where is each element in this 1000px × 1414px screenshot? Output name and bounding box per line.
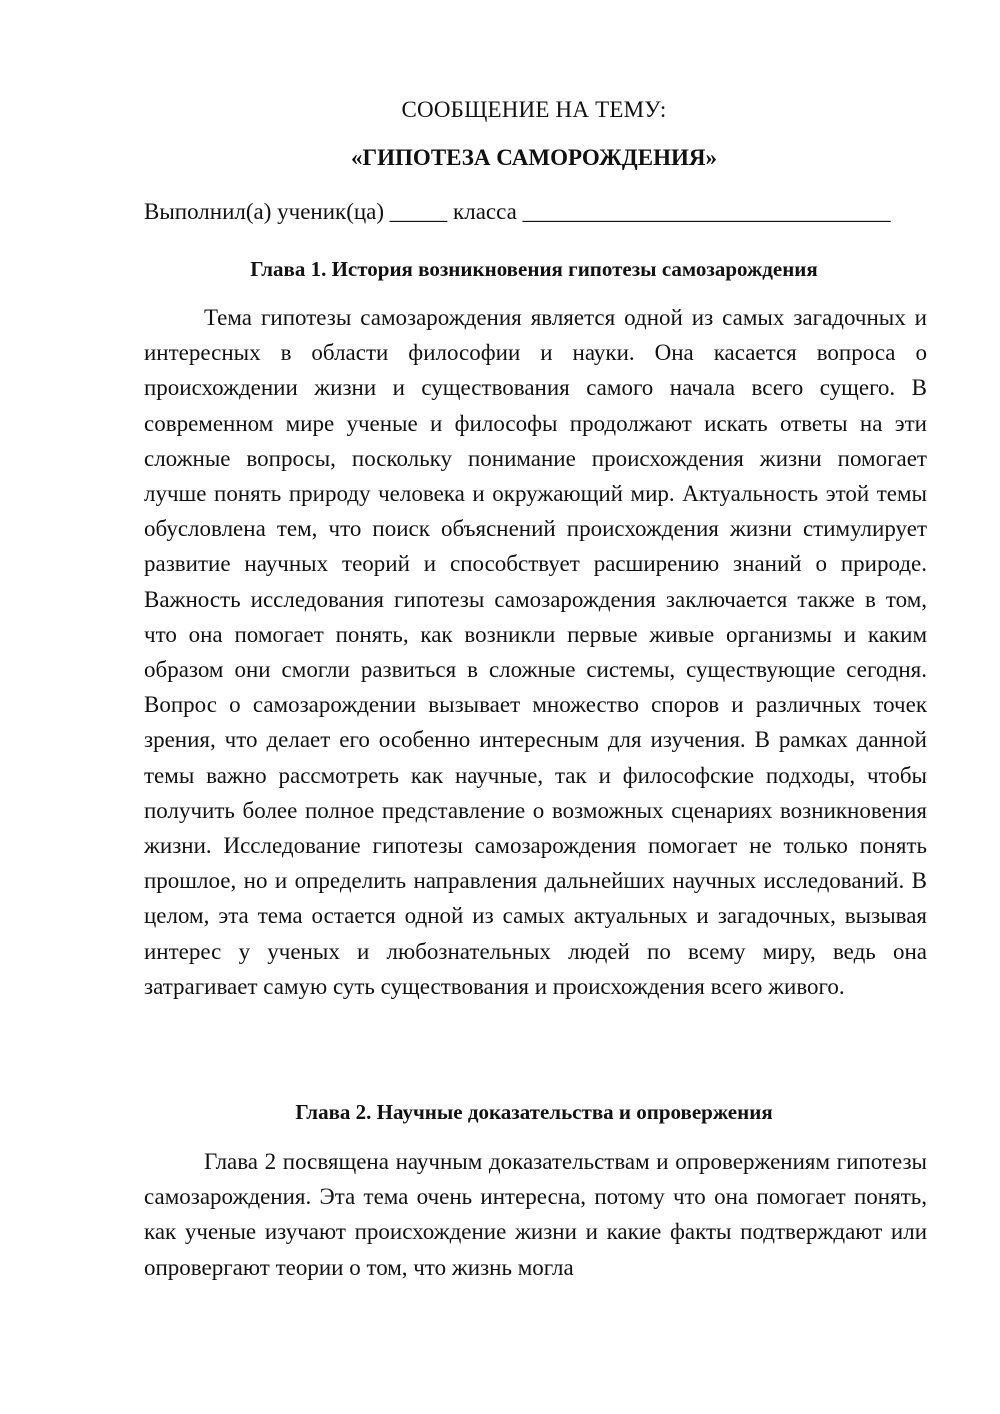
chapter-1-heading: Глава 1. История возникновения гипотезы самозарождения <box>250 257 818 281</box>
chapter-2-paragraph: Глава 2 посвящена научным доказательствам и опровержениям гипотезы самозарождения. Эта тема очень интересна, потому что она помогает понять, как ученые изучают происхождение жизни и какие факты подтверждают или опровергают теории о том, что жизнь могла <box>144 1149 927 1280</box>
document-title-line1: СООБЩЕНИЕ НА ТЕМУ: <box>401 97 667 122</box>
chapter-1-paragraph: Тема гипотезы самозарождения является одной из самых загадочных и интересных в области философии и науки. Она касается вопроса о происхождении жизни и существования самого начала всего сущего. В современном мире ученые и философы продолжают искать ответы на эти сложные вопросы, поскольку понимание происхождения жизни помогает лучше понять природу человека и окружающий мир. Актуальность этой темы обусловлена тем, что поиск объяснений происхождения жизни стимулирует развитие научных теорий и способствует расширению знаний о природе. Важность исследования гипотезы самозарождения заключается также в том, что она помогает понять, как возникли первые живые организмы и каким образом они смогли развиться в сложные системы, существующие сегодня. Вопрос о самозарождении вызывает множество споров и различных точек зрения, что делает его особенно интересным для изучения. В рамках данной темы важно рассмотреть как научные, так и философские подходы, чтобы получить более полное представление о возможных сценариях возникновения жизни. Исследование гипотезы самозарождения помогает не только понять прошлое, но и определить направления дальнейших научных исследований. В целом, эта тема остается одной из самых актуальных и загадочных, вызывая интерес у ученых и любознательных людей по всему миру, ведь она затрагивает самую суть существования и происхождения всего живого. <box>144 305 927 999</box>
chapter-2-heading: Глава 2. Научные доказательства и опровержения <box>295 1100 773 1124</box>
author-line: Выполнил(а) ученик(ца) _____ класса ________________________________ <box>144 199 891 224</box>
document-title-topic: «ГИПОТЕЗА САМОРОЖДЕНИЯ» <box>351 145 717 170</box>
